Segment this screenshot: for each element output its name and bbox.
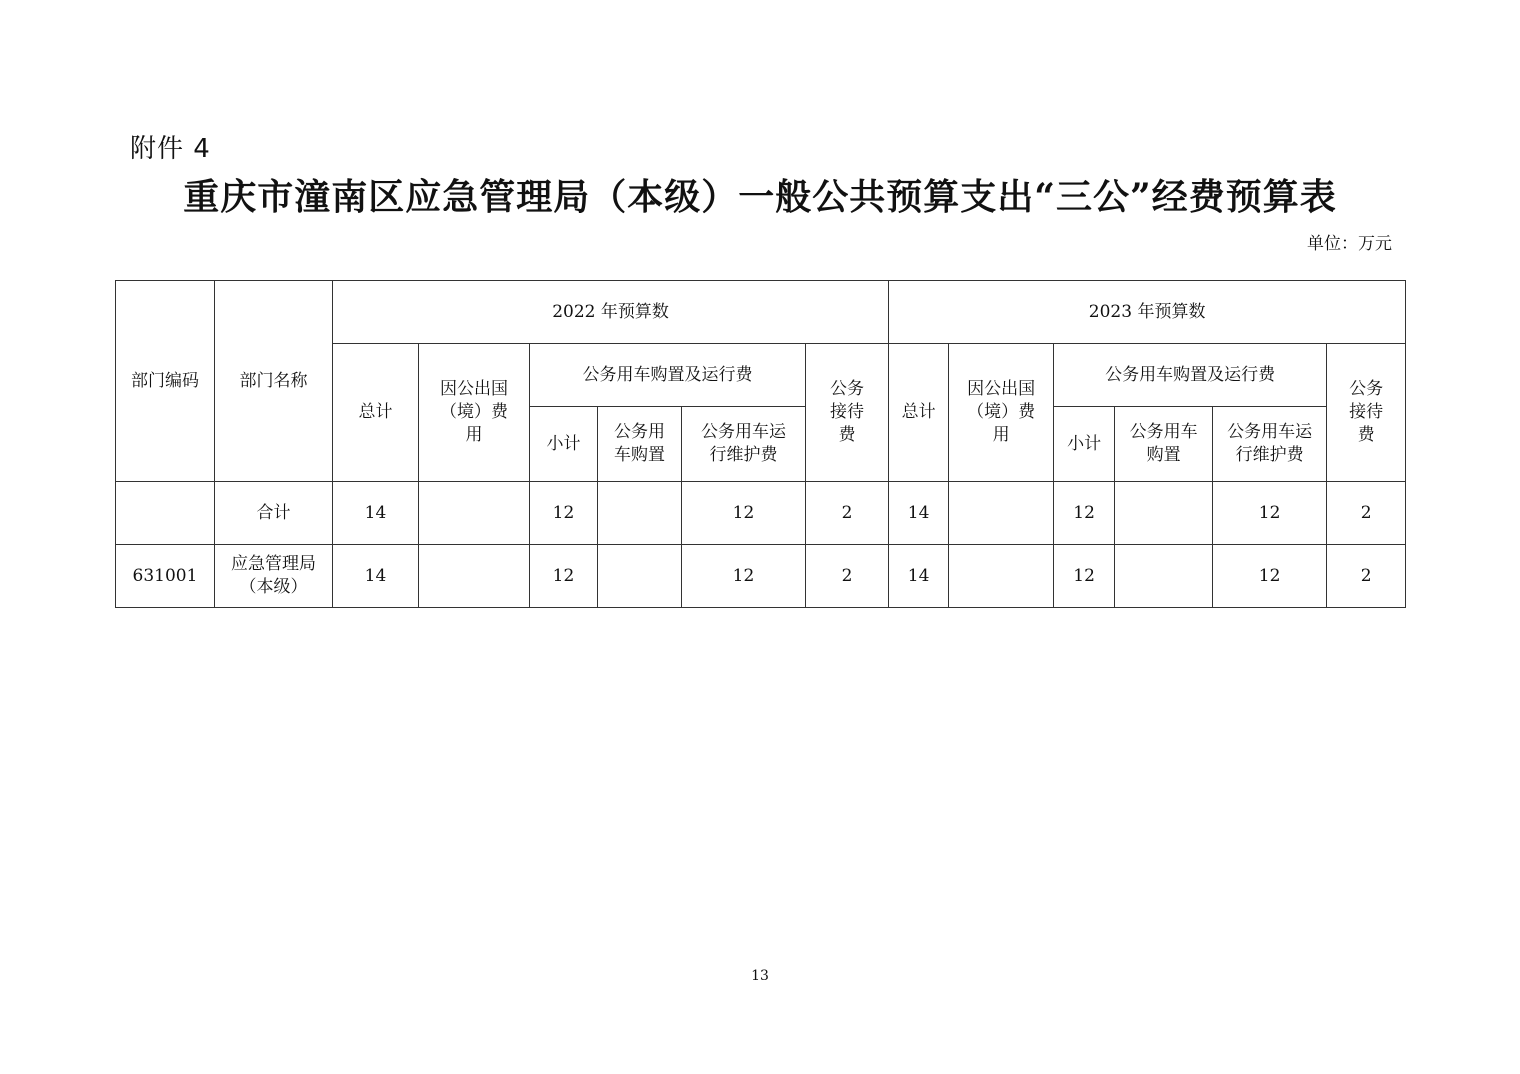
cell-2022-abroad	[419, 545, 530, 608]
page-number: 13	[751, 968, 769, 984]
header-dept-name: 部门名称	[215, 281, 333, 482]
cell-2022-reception: 2	[806, 482, 889, 545]
cell-2023-subtotal: 12	[1054, 482, 1115, 545]
header-dept-code: 部门编码	[116, 281, 215, 482]
cell-2023-reception: 2	[1327, 545, 1406, 608]
table-row-dept	[116, 545, 1406, 608]
cell-2023-total: 14	[889, 482, 949, 545]
budget-table	[115, 280, 1406, 608]
header-subtotal-2022: 小计	[530, 407, 598, 482]
header-vehicle-maintenance-2022: 公务用车运行维护费	[682, 407, 806, 482]
header-vehicle-purchase-2023: 公务用车购置	[1115, 407, 1213, 482]
header-year-2022: 2022 年预算数	[333, 281, 889, 344]
header-total-2022: 总计	[333, 344, 419, 482]
cell-2022-purchase	[598, 482, 682, 545]
cell-2022-reception: 2	[806, 545, 889, 608]
header-vehicle-purchase-2022: 公务用车购置	[598, 407, 682, 482]
unit-label: 单位：万元	[1307, 234, 1392, 254]
cell-2022-subtotal: 12	[530, 545, 598, 608]
cell-2023-reception: 2	[1327, 482, 1406, 545]
header-subtotal-2023: 小计	[1054, 407, 1115, 482]
cell-name: 合计	[215, 482, 333, 545]
header-reception-2022: 公务接待费	[806, 344, 889, 482]
header-vehicle-2023: 公务用车购置及运行费	[1054, 344, 1327, 407]
cell-2022-maintenance: 12	[682, 545, 806, 608]
cell-2023-purchase	[1115, 545, 1213, 608]
header-reception-2023: 公务接待费	[1327, 344, 1406, 482]
cell-2022-maintenance: 12	[682, 482, 806, 545]
cell-2023-maintenance: 12	[1213, 482, 1327, 545]
cell-2022-subtotal: 12	[530, 482, 598, 545]
header-abroad-2023: 因公出国（境）费用	[949, 344, 1054, 482]
cell-2023-abroad	[949, 545, 1054, 608]
header-total-2023: 总计	[889, 344, 949, 482]
cell-2023-purchase	[1115, 482, 1213, 545]
header-vehicle-maintenance-2023: 公务用车运行维护费	[1213, 407, 1327, 482]
header-year-2023: 2023 年预算数	[889, 281, 1406, 344]
cell-2022-purchase	[598, 545, 682, 608]
cell-code	[116, 482, 215, 545]
cell-name: 应急管理局（本级）	[215, 545, 333, 608]
header-vehicle-2022: 公务用车购置及运行费	[530, 344, 806, 407]
cell-2022-total: 14	[333, 545, 419, 608]
cell-2023-total: 14	[889, 545, 949, 608]
cell-2022-total: 14	[333, 482, 419, 545]
header-abroad-2022: 因公出国（境）费用	[419, 344, 530, 482]
attachment-label: 附件 4	[130, 134, 211, 164]
cell-code: 631001	[116, 545, 215, 608]
document-title: 重庆市潼南区应急管理局（本级）一般公共预算支出“三公”经费预算表	[183, 176, 1337, 218]
cell-2023-maintenance: 12	[1213, 545, 1327, 608]
cell-2023-abroad	[949, 482, 1054, 545]
header-row-years	[116, 281, 1406, 344]
cell-2022-abroad	[419, 482, 530, 545]
table-row-total	[116, 482, 1406, 545]
cell-2023-subtotal: 12	[1054, 545, 1115, 608]
